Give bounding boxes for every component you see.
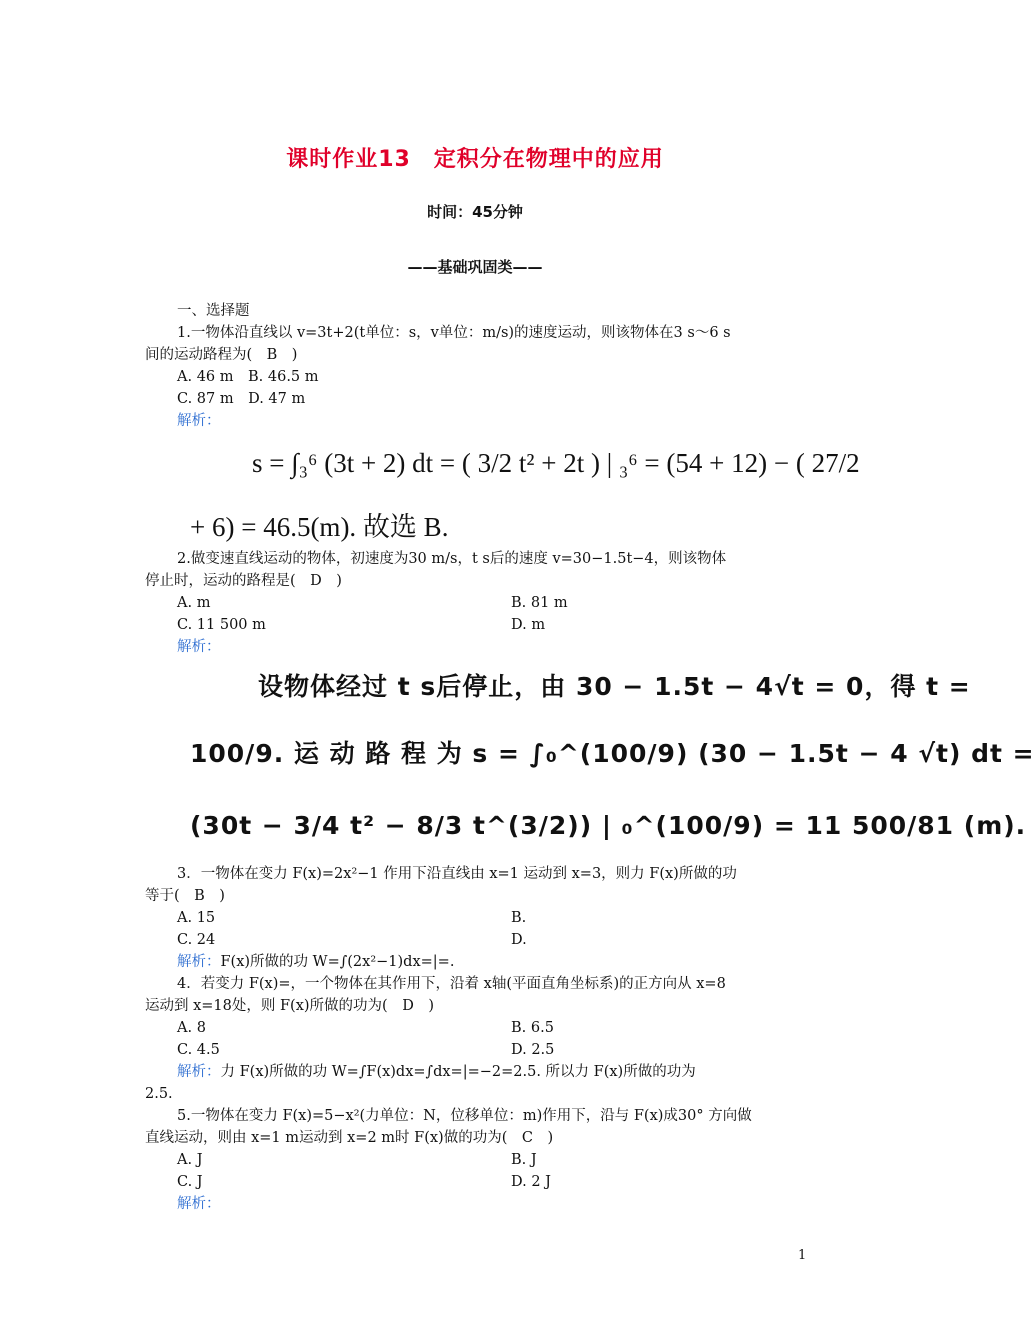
q2-option-d: D. m	[511, 617, 546, 633]
time-limit: 时间：45分钟	[427, 203, 523, 221]
q2-solution-line2: 100/9. 运 动 路 程 为 s = ∫₀^(100/9) (30 − 1.5t − 4 √t) dt =	[190, 739, 1035, 768]
q5-stem-line2: 直线运动，则由 x=1 m运动到 x=2 m时 F(x)做的功为( C )	[145, 1130, 554, 1146]
q3-analysis-text: F(x)所做的功 W=∫(2x²−1)dx=|=.	[220, 954, 455, 970]
q4-analysis-label: 解析：	[177, 1064, 221, 1080]
q5-stem-line1: 5.一物体在变力 F(x)=5−x²(力单位：N，位移单位：m)作用下，沿与 F(x)成30° 方向做	[177, 1108, 752, 1124]
q1-options-cd: C. 87 m D. 47 m	[177, 391, 306, 407]
q5-option-a: A. J	[177, 1152, 203, 1168]
q5-option-b: B. J	[511, 1152, 537, 1168]
q4-option-c: C. 4.5	[177, 1042, 220, 1058]
q1-solution-line2: + 6) = 46.5(m). 故选 B.	[190, 512, 449, 542]
q3-option-c: C. 24	[177, 932, 216, 948]
q3-stem-line1: 3．一物体在变力 F(x)=2x²−1 作用下沿直线由 x=1 运动到 x=3，则力 F(x)所做的功	[177, 866, 737, 882]
q4-stem-line2: 运动到 x=18处，则 F(x)所做的功为( D )	[145, 998, 434, 1014]
q1-analysis-label: 解析：	[177, 413, 221, 429]
q1-stem-line2: 间的运动路程为( B )	[145, 347, 298, 363]
q2-option-a: A. m	[177, 595, 211, 611]
q2-stem-line2: 停止时，运动的路程是( D )	[145, 573, 342, 589]
q4-analysis-line2: 2.5.	[145, 1086, 173, 1102]
q2-solution-line3: (30t − 3/4 t² − 8/3 t^(3/2)) | ₀^(100/9) = 11 500/81 (m).	[190, 811, 1027, 840]
q2-option-c: C. 11 500 m	[177, 617, 266, 633]
page-title: 课时作业13 定积分在物理中的应用	[286, 147, 664, 172]
q3-analysis	[177, 952, 454, 972]
q4-option-d: D. 2.5	[511, 1042, 555, 1058]
q3-stem-line2: 等于( B )	[145, 888, 225, 904]
q2-option-b: B. 81 m	[511, 595, 568, 611]
q3-option-b: B.	[511, 910, 527, 926]
q5-analysis-label: 解析：	[177, 1196, 221, 1212]
q4-option-b: B. 6.5	[511, 1020, 554, 1036]
q4-option-a: A. 8	[177, 1020, 206, 1036]
q2-solution-line1: 设物体经过 t s后停止，由 30 − 1.5t − 4√t = 0，得 t =	[258, 672, 971, 701]
q1-options-ab: A. 46 m B. 46.5 m	[177, 369, 319, 385]
q3-option-a: A. 15	[177, 910, 216, 926]
q4-stem-line1: 4．若变力 F(x)=，一个物体在其作用下，沿着 x轴(平面直角坐标系)的正方向从 x=8	[177, 976, 726, 992]
section-heading: ——基础巩固类——	[407, 258, 543, 276]
q1-stem-line1: 1.一物体沿直线以 v=3t+2(t单位：s，v单位：m/s)的速度运动，则该物体在3 s～6 s	[177, 325, 731, 341]
q3-analysis-label: 解析：	[177, 954, 221, 970]
q2-stem-line1: 2.做变速直线运动的物体，初速度为30 m/s，t s后的速度 v=30−1.5t−4，则该物体	[177, 551, 727, 567]
q1-solution-line1: s = ∫₃⁶ (3t + 2) dt = ( 3/2 t² + 2t ) | ₃⁶ = (54 + 12) − ( 27/2	[252, 448, 860, 478]
q2-analysis-label: 解析：	[177, 639, 221, 655]
q5-option-c: C. J	[177, 1174, 203, 1190]
q4-analysis-text: 力 F(x)所做的功 W=∫F(x)dx=∫dx=|=−2=2.5. 所以力 F(x)所做的功为	[220, 1064, 696, 1080]
q3-option-d: D.	[511, 932, 527, 948]
part-heading: 一、选择题	[177, 303, 250, 319]
page-number: 1	[798, 1248, 807, 1263]
q4-analysis	[177, 1062, 696, 1082]
q5-option-d: D. 2 J	[511, 1174, 551, 1190]
